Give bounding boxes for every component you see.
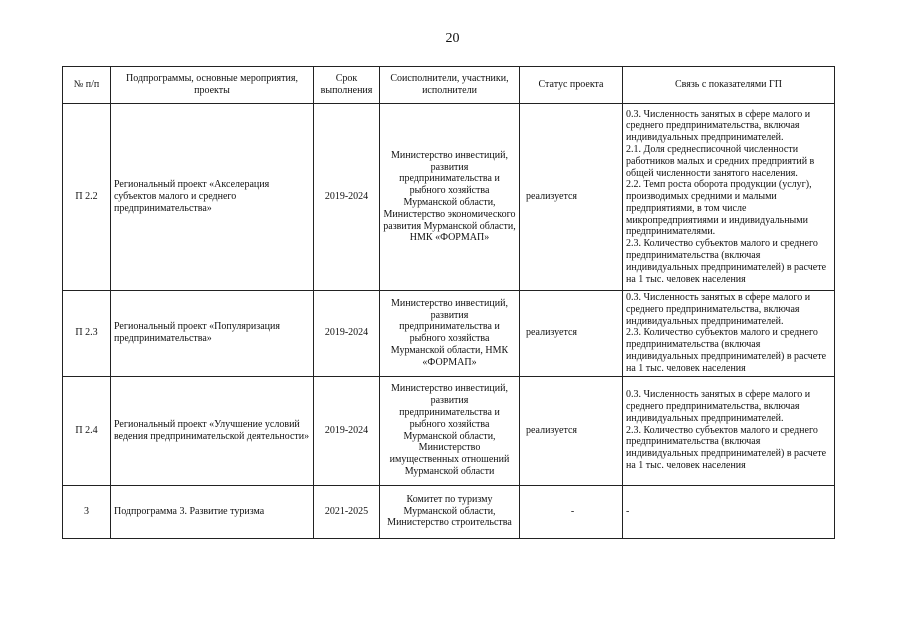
link-text: -	[626, 505, 630, 517]
link-text: 0.3. Численность занятых в сфере малого и среднего предпринимательства, включая индивидуальных предпринимателей. 2.1. Доля среднесписочной численности работников малых и средних предприятий в общей численности занятого населения. 2.2. Темп роста оборота продукции (услуг), производимых средними и малыми предприятиями, в том числе микропредприятиями и индивидуальными предпринимателями. 2.3. Количество субъектов малого и среднего предпринимательства (включая индивидуальных предпринимателей) в расчете на 1 тыс. человек населения	[626, 108, 827, 285]
link-text: 0.3. Численность занятых в сфере малого и среднего предпринимательства, включая индивидуальных предпринимателей. 2.3. Количество субъектов малого и среднего предпринимательства (включая индивидуальных предпринимателей) в расчете на 1 тыс. человек населения	[626, 389, 827, 472]
cell-term: 2019-2024	[314, 104, 380, 291]
cell-executors: Министерство инвестиций, развития предпринимательства и рыбного хозяйства Мурманской области, Министерство имущественных отношений Мурманской области	[380, 376, 520, 485]
header-status: Статус проекта	[520, 67, 623, 104]
cell-name: Региональный проект «Акселерация субъектов малого и среднего предпринимательства»	[111, 104, 314, 291]
cell-num: П 2.2	[63, 104, 111, 291]
cell-executors: Комитет по туризму Мурманской области, Министерство строительства	[380, 485, 520, 538]
cell-term: 2021-2025	[314, 485, 380, 538]
cell-executors: Министерство инвестиций, развития предпринимательства и рыбного хозяйства Мурманской области, НМК «ФОРМАП»	[380, 291, 520, 377]
header-executors: Соисполнители, участники, исполнители	[380, 67, 520, 104]
cell-name: Региональный проект «Популяризация предпринимательства»	[111, 291, 314, 377]
cell-term: 2019-2024	[314, 376, 380, 485]
cell-status: реализуется	[520, 291, 623, 377]
header-name: Подпрограммы, основные мероприятия, проекты	[111, 67, 314, 104]
cell-num: 3	[63, 485, 111, 538]
cell-status: -	[520, 485, 623, 538]
cell-link	[623, 104, 835, 291]
table-row	[63, 485, 835, 538]
table-row	[63, 376, 835, 485]
cell-link	[623, 376, 835, 485]
cell-name: Подпрограмма 3. Развитие туризма	[111, 485, 314, 538]
cell-term: 2019-2024	[314, 291, 380, 377]
header-num: № п/п	[63, 67, 111, 104]
cell-status: реализуется	[520, 104, 623, 291]
cell-name: Региональный проект «Улучшение условий ведения предпринимательской деятельности»	[111, 376, 314, 485]
cell-executors: Министерство инвестиций, развития предпринимательства и рыбного хозяйства Мурманской области, Министерство экономического развития Мурманской области, НМК «ФОРМАП»	[380, 104, 520, 291]
cell-num: П 2.4	[63, 376, 111, 485]
table-header-row	[63, 67, 835, 104]
table-row	[63, 291, 835, 377]
cell-num: П 2.3	[63, 291, 111, 377]
table-row	[63, 104, 835, 291]
cell-link	[623, 291, 835, 377]
page-number: 20	[445, 31, 460, 46]
cell-status: реализуется	[520, 376, 623, 485]
program-table	[62, 66, 835, 539]
header-link: Связь с показателями ГП	[623, 67, 835, 104]
cell-link	[623, 485, 835, 538]
header-term: Срок выполнения	[314, 67, 380, 104]
link-text: 0.3. Численность занятых в сфере малого и среднего предпринимательства, включая индивидуальных предпринимателей. 2.3. Количество субъектов малого и среднего предпринимательства (включая индивидуальных предпринимателей) в расчете на 1 тыс. человек населения	[626, 292, 827, 374]
